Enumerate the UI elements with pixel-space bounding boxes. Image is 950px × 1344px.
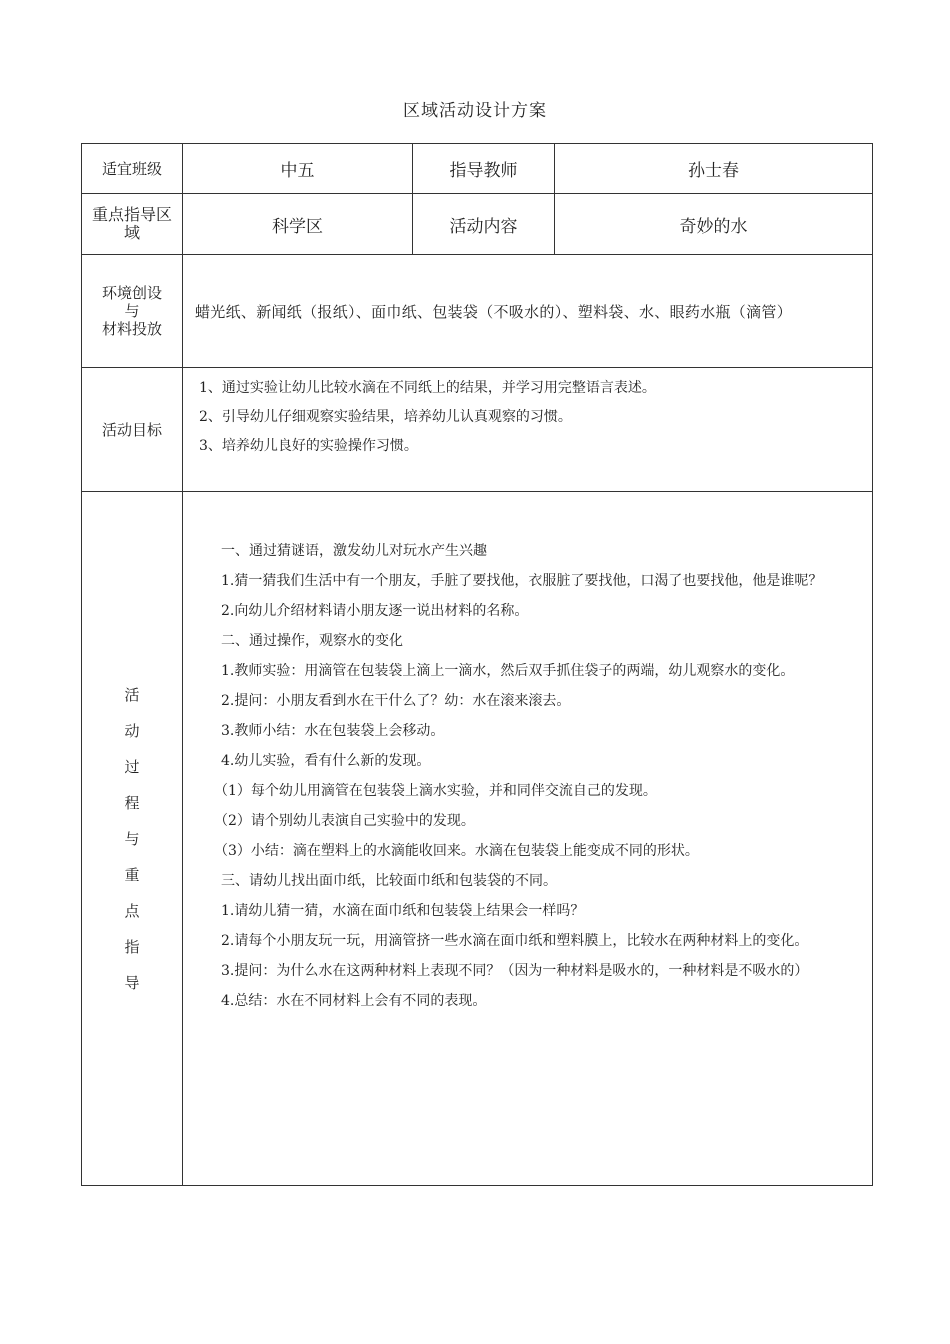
process-paragraph: 1.教师实验：用滴管在包装袋上滴上一滴水，然后双手抓住袋子的两端，幼儿观察水的变化。 <box>221 663 795 679</box>
goals-list <box>183 368 873 492</box>
process-label-char: 重 <box>124 865 140 884</box>
materials-label-line1: 环境创设 <box>101 284 162 302</box>
process-label <box>82 492 183 1186</box>
process-label-char: 点 <box>124 901 140 920</box>
table-row <box>82 492 873 1186</box>
process-label-char: 与 <box>124 829 140 848</box>
process-paragraph: 4.总结：水在不同材料上会有不同的表现。 <box>221 993 487 1009</box>
process-paragraph: 三、请幼儿找出面巾纸，比较面巾纸和包装袋的不同。 <box>221 873 557 889</box>
process-label-char: 导 <box>124 973 140 992</box>
goal-item: 3、培养幼儿良好的实验操作习惯。 <box>199 438 418 454</box>
process-label-char: 指 <box>124 937 140 956</box>
process-paragraph: （3）小结：滴在塑料上的水滴能收回来。水滴在包装袋上能变成不同的形状。 <box>214 843 699 859</box>
process-label-char: 过 <box>124 757 140 776</box>
teacher-label: 指导教师 <box>413 144 555 194</box>
materials-label <box>82 255 183 368</box>
process-paragraph: 二、通过操作，观察水的变化 <box>221 633 403 649</box>
area-label: 重点指导区域 <box>82 194 183 255</box>
grade-label: 适宜班级 <box>82 144 183 194</box>
teacher-value: 孙士春 <box>555 144 873 194</box>
process-paragraph: （1）每个幼儿用滴管在包装袋上滴水实验，并和同伴交流自己的发现。 <box>214 783 657 799</box>
plan-table <box>81 143 873 1186</box>
table-row <box>82 368 873 492</box>
process-paragraph: 2.请每个小朋友玩一玩，用滴管挤一些水滴在面巾纸和塑料膜上，比较水在两种材料上的变化。 <box>221 933 809 949</box>
process-paragraph: 2.提问：小朋友看到水在干什么了？幼：水在滚来滚去。 <box>221 693 571 709</box>
goal-item: 2、引导幼儿仔细观察实验结果，培养幼儿认真观察的习惯。 <box>199 409 572 425</box>
materials-text: 蜡光纸、新闻纸（报纸）、面巾纸、包装袋（不吸水的）、塑料袋、水、眼药水瓶（滴管） <box>183 255 873 368</box>
process-paragraph: 3.教师小结：水在包装袋上会移动。 <box>221 723 445 739</box>
process-paragraph: 2.向幼儿介绍材料请小朋友逐一说出材料的名称。 <box>221 603 529 619</box>
goal-item: 1、通过实验让幼儿比较水滴在不同纸上的结果，并学习用完整语言表述。 <box>199 380 656 396</box>
table-row <box>82 255 873 368</box>
area-value: 科学区 <box>183 194 413 255</box>
process-paragraph: （2）请个别幼儿表演自己实验中的发现。 <box>214 813 475 829</box>
content-value: 奇妙的水 <box>555 194 873 255</box>
process-label-char: 活 <box>124 685 140 704</box>
process-paragraph: 1.猜一猜我们生活中有一个朋友，手脏了要找他，衣服脏了要找他，口渴了也要找他，他是谁呢？ <box>221 573 823 589</box>
grade-value: 中五 <box>183 144 413 194</box>
process-label-char: 动 <box>124 721 140 740</box>
goals-label: 活动目标 <box>82 368 183 492</box>
table-row <box>82 144 873 194</box>
process-paragraph: 1.请幼儿猜一猜，水滴在面巾纸和包装袋上结果会一样吗？ <box>221 903 585 919</box>
table-row <box>82 194 873 255</box>
content-label: 活动内容 <box>413 194 555 255</box>
page-title: 区域活动设计方案 <box>403 101 547 121</box>
process-paragraph: 4.幼儿实验，看有什么新的发现。 <box>221 753 431 769</box>
materials-label-line2: 与 <box>124 302 140 320</box>
process-label-char: 程 <box>124 793 140 812</box>
materials-label-line3: 材料投放 <box>101 320 162 338</box>
process-paragraph: 3.提问：为什么水在这两种材料上表现不同？（因为一种材料是吸水的，一种材料是不吸水的） <box>221 963 809 979</box>
process-content <box>183 492 873 1186</box>
process-paragraph: 一、通过猜谜语，激发幼儿对玩水产生兴趣 <box>221 543 487 559</box>
